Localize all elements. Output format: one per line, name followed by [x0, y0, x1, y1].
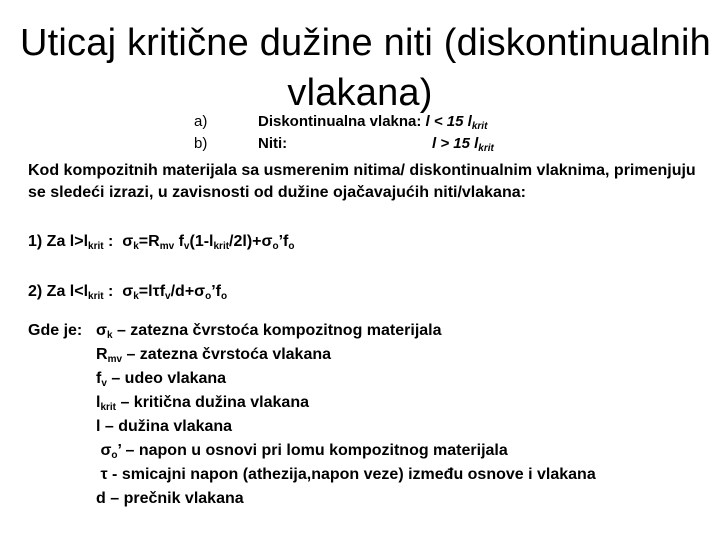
formula-2-prefix: 2) Za l<l: [28, 283, 89, 300]
formula-2-body5: ’f: [211, 283, 222, 300]
subitem-b-cond-main: l > 15 l: [432, 135, 479, 152]
legend-item-symbol: d: [96, 490, 106, 507]
formula-1-body-sub: mv: [159, 241, 175, 252]
formula-1-body4: /2l)+: [229, 233, 262, 250]
formula-2-sigma: σ: [122, 283, 134, 300]
formula-2-body2-sub: v: [165, 291, 171, 302]
legend-item: [96, 418, 232, 437]
formula-2-body: =l: [138, 283, 153, 300]
formula-1-sigma: σ: [122, 233, 134, 250]
subitem-a-condition: [426, 113, 488, 130]
title-line-1: Uticaj kritične dužine niti (diskontinualnih: [20, 22, 712, 64]
formula-1-sigma2-sub: o: [272, 241, 279, 252]
subitem-a-label: a): [194, 113, 208, 130]
subitem-b-label: b): [194, 135, 208, 152]
legend-item-text: – zatezna čvrstoća vlakana: [122, 346, 332, 363]
legend-item-text: – prečnik vlakana: [105, 490, 244, 507]
formula-1-sigma2: σ: [261, 233, 273, 250]
subitem-b-condition: [432, 135, 494, 154]
subitem-b-text: Niti:: [258, 135, 288, 152]
formula-2-sep: :: [103, 283, 123, 300]
formula-2-body5-sub: o: [221, 291, 228, 302]
subitem-a-cond-sub: krit: [471, 121, 488, 132]
legend-item: [96, 370, 226, 389]
legend-item-symbol-sub: k: [106, 330, 113, 341]
formula-1-body3: (1-l: [189, 233, 214, 250]
legend-item-symbol: σ: [96, 442, 112, 459]
formula-1: [28, 233, 294, 252]
subitem-b-cond-sub: krit: [478, 143, 494, 154]
formula-2-prefix-sub: krit: [88, 291, 104, 302]
slide-title: [20, 18, 712, 118]
formula-2-sigma2: σ: [194, 283, 206, 300]
formula-2-sigma2-sub: o: [205, 291, 212, 302]
legend-item: [96, 322, 442, 341]
legend-item-text: ’ – napon u osnovi pri lomu kompozitnog materijala: [117, 442, 508, 459]
formula-2-body2: f: [159, 283, 166, 300]
legend-item-text: – dužina vlakana: [100, 418, 233, 435]
legend-item-text: – udeo vlakana: [106, 370, 227, 387]
subitem-a-text: [258, 113, 487, 132]
formula-1-body2: f: [174, 233, 184, 250]
legend-item-symbol-sub: krit: [100, 402, 117, 413]
legend-item-symbol-sub: o: [111, 450, 118, 461]
formula-1-body2-sub: v: [183, 241, 190, 252]
formula-2-tau: τ: [152, 283, 160, 300]
legend-item: [96, 490, 244, 509]
formula-1-body5: ’f: [278, 233, 289, 250]
legend-item-symbol-sub: v: [101, 378, 107, 389]
legend-item-symbol: τ: [96, 466, 108, 483]
formula-1-body: =R: [138, 233, 160, 250]
formula-2: [28, 283, 227, 302]
formula-2-sigma-sub: k: [133, 291, 139, 302]
legend-item-symbol: σ: [96, 322, 107, 339]
intro-paragraph: Kod kompozitnih materijala sa usmerenim nitima/ diskontinualnim vlaknima, primenjuju se sledeći izrazi, u zavisnosti od dužine ojačavajućih niti/vlakana:: [28, 162, 696, 201]
formula-1-sigma-sub: k: [133, 241, 139, 252]
title-line-2: vlakana): [287, 72, 433, 114]
formula-1-prefix: 1) Za l>l: [28, 233, 89, 250]
formula-2-body3: /d+: [170, 283, 195, 300]
legend-item: [96, 442, 508, 461]
subitem-a-text-main: Diskontinualna vlakna:: [258, 113, 422, 130]
legend-item-text: - smicajni napon (athezija,napon veze) između osnove i vlakana: [107, 466, 596, 483]
legend-item: [96, 346, 331, 365]
legend-item-symbol: f: [96, 370, 102, 387]
legend-item-symbol: R: [96, 346, 108, 363]
legend-heading: Gde je:: [28, 322, 83, 339]
legend-item-symbol: l: [96, 394, 101, 411]
legend-item-text: – zatezna čvrstoća kompozitnog materijala: [112, 322, 442, 339]
subitem-a-cond-main: l < 15 l: [425, 113, 472, 130]
formula-1-sep: :: [103, 233, 123, 250]
formula-1-prefix-sub: krit: [88, 241, 104, 252]
legend-item: [96, 466, 596, 485]
legend-item: [96, 394, 309, 413]
legend-item-text: – kritična dužina vlakana: [116, 394, 309, 411]
legend-item-symbol-sub: mv: [107, 354, 123, 365]
legend-item-symbol: l: [96, 418, 101, 435]
formula-1-body3-sub: krit: [213, 241, 230, 252]
formula-1-body5-sub: o: [288, 241, 295, 252]
